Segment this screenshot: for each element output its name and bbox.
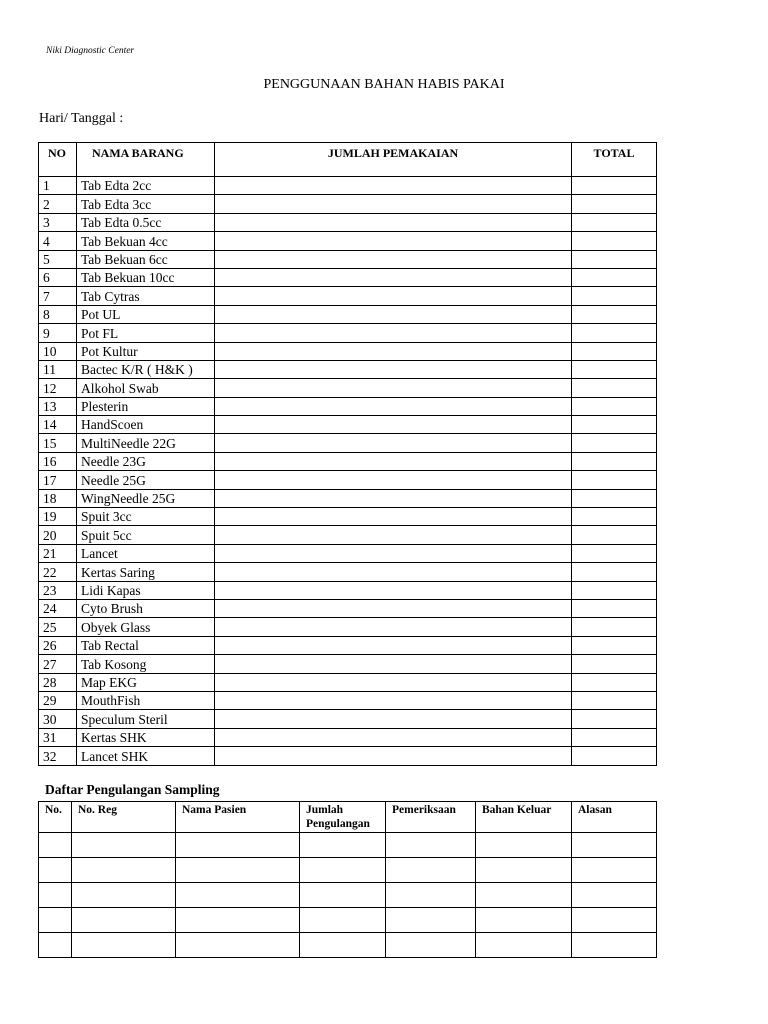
total-cell[interactable] — [572, 691, 657, 709]
usage-amount-cell[interactable] — [215, 452, 572, 470]
item-name: Pot Kultur — [77, 342, 215, 360]
item-name: Bactec K/R ( H&K ) — [77, 360, 215, 378]
table-row — [39, 324, 657, 342]
column-header-repeat-count: Jumlah Pengulangan — [300, 802, 386, 833]
materials-table-body — [39, 177, 657, 766]
usage-amount-cell[interactable] — [215, 508, 572, 526]
repeat-section-title: Daftar Pengulangan Sampling — [45, 782, 220, 797]
table-row — [39, 287, 657, 305]
table-row — [39, 379, 657, 397]
table-row — [39, 434, 657, 452]
total-cell[interactable] — [572, 177, 657, 195]
table-row — [39, 452, 657, 470]
total-cell[interactable] — [572, 397, 657, 415]
item-name: MultiNeedle 22G — [77, 434, 215, 452]
row-number: 31 — [39, 728, 77, 746]
row-number: 2 — [39, 195, 77, 213]
usage-amount-cell[interactable] — [215, 305, 572, 323]
center-name: Niki Diagnostic Center — [46, 46, 135, 56]
total-cell[interactable] — [572, 360, 657, 378]
total-cell[interactable] — [572, 636, 657, 654]
row-number: 19 — [39, 508, 77, 526]
table-row — [39, 858, 657, 883]
examination-cell[interactable] — [386, 883, 476, 908]
table-row — [39, 728, 657, 746]
total-cell[interactable] — [572, 489, 657, 507]
material-out-cell[interactable] — [476, 883, 572, 908]
usage-amount-cell[interactable] — [215, 747, 572, 765]
item-name: Cyto Brush — [77, 599, 215, 617]
item-name: WingNeedle 25G — [77, 489, 215, 507]
column-header-reg-no: No. Reg — [72, 802, 176, 833]
no-cell[interactable] — [39, 908, 72, 933]
reason-cell[interactable] — [572, 908, 657, 933]
item-name: Tab Rectal — [77, 636, 215, 654]
table-row — [39, 250, 657, 268]
usage-amount-cell[interactable] — [215, 416, 572, 434]
total-cell[interactable] — [572, 710, 657, 728]
table-row — [39, 195, 657, 213]
column-header-usage-amount: JUMLAH PEMAKAIAN — [215, 143, 572, 177]
material-out-cell[interactable] — [476, 833, 572, 858]
usage-amount-cell[interactable] — [215, 213, 572, 231]
usage-amount-cell[interactable] — [215, 636, 572, 654]
total-cell[interactable] — [572, 544, 657, 562]
item-name: HandScoen — [77, 416, 215, 434]
examination-cell[interactable] — [386, 833, 476, 858]
patient-name-cell[interactable] — [176, 883, 300, 908]
item-name: Lancet SHK — [77, 747, 215, 765]
table-row — [39, 563, 657, 581]
table-row — [39, 544, 657, 562]
item-name: Speculum Steril — [77, 710, 215, 728]
row-number: 3 — [39, 213, 77, 231]
usage-amount-cell[interactable] — [215, 232, 572, 250]
total-cell[interactable] — [572, 250, 657, 268]
item-name: Tab Kosong — [77, 655, 215, 673]
item-name: Map EKG — [77, 673, 215, 691]
repeat-count-cell[interactable] — [300, 833, 386, 858]
row-number: 18 — [39, 489, 77, 507]
row-number: 11 — [39, 360, 77, 378]
row-number: 4 — [39, 232, 77, 250]
reason-cell[interactable] — [572, 858, 657, 883]
item-name: Spuit 3cc — [77, 508, 215, 526]
examination-cell[interactable] — [386, 908, 476, 933]
repeat-sampling-table — [38, 801, 657, 958]
total-cell[interactable] — [572, 324, 657, 342]
total-cell[interactable] — [572, 581, 657, 599]
item-name: Kertas SHK — [77, 728, 215, 746]
table-row — [39, 655, 657, 673]
table-row — [39, 599, 657, 617]
repeat-table-body — [39, 833, 657, 958]
table-row — [39, 691, 657, 709]
table-row — [39, 508, 657, 526]
item-name: Lidi Kapas — [77, 581, 215, 599]
reg-no-cell[interactable] — [72, 908, 176, 933]
table-row — [39, 489, 657, 507]
row-number: 6 — [39, 268, 77, 286]
item-name: Pot FL — [77, 324, 215, 342]
total-cell[interactable] — [572, 526, 657, 544]
row-number: 23 — [39, 581, 77, 599]
column-header-total: TOTAL — [572, 143, 657, 177]
row-number: 14 — [39, 416, 77, 434]
row-number: 22 — [39, 563, 77, 581]
repeat-count-cell[interactable] — [300, 858, 386, 883]
usage-amount-cell[interactable] — [215, 581, 572, 599]
row-number: 8 — [39, 305, 77, 323]
table-row — [39, 908, 657, 933]
table-row — [39, 305, 657, 323]
reason-cell[interactable] — [572, 833, 657, 858]
no-cell[interactable] — [39, 933, 72, 958]
item-name: Lancet — [77, 544, 215, 562]
row-number: 17 — [39, 471, 77, 489]
row-number: 15 — [39, 434, 77, 452]
total-cell[interactable] — [572, 508, 657, 526]
usage-amount-cell[interactable] — [215, 471, 572, 489]
examination-cell[interactable] — [386, 858, 476, 883]
row-number: 25 — [39, 618, 77, 636]
total-cell[interactable] — [572, 673, 657, 691]
total-cell[interactable] — [572, 213, 657, 231]
row-number: 1 — [39, 177, 77, 195]
usage-amount-cell[interactable] — [215, 599, 572, 617]
patient-name-cell[interactable] — [176, 908, 300, 933]
table-row — [39, 416, 657, 434]
no-cell[interactable] — [39, 858, 72, 883]
total-cell[interactable] — [572, 563, 657, 581]
table-row — [39, 673, 657, 691]
patient-name-cell[interactable] — [176, 858, 300, 883]
column-header-patient-name: Nama Pasien — [176, 802, 300, 833]
item-name: Tab Cytras — [77, 287, 215, 305]
column-header-item-name: NAMA BARANG — [77, 143, 215, 177]
table-row — [39, 471, 657, 489]
total-cell[interactable] — [572, 342, 657, 360]
column-header-material-out: Bahan Keluar — [476, 802, 572, 833]
no-cell[interactable] — [39, 883, 72, 908]
total-cell[interactable] — [572, 599, 657, 617]
usage-amount-cell[interactable] — [215, 177, 572, 195]
table-row — [39, 710, 657, 728]
item-name: Tab Edta 2cc — [77, 177, 215, 195]
patient-name-cell[interactable] — [176, 933, 300, 958]
repeat-count-cell[interactable] — [300, 933, 386, 958]
reg-no-cell[interactable] — [72, 833, 176, 858]
total-cell[interactable] — [572, 655, 657, 673]
material-out-cell[interactable] — [476, 933, 572, 958]
materials-table-header — [39, 143, 657, 177]
table-row — [39, 213, 657, 231]
row-number: 10 — [39, 342, 77, 360]
item-name: Tab Edta 0.5cc — [77, 213, 215, 231]
column-header-reason: Alasan — [572, 802, 657, 833]
item-name: Spuit 5cc — [77, 526, 215, 544]
row-number: 13 — [39, 397, 77, 415]
table-row — [39, 232, 657, 250]
total-cell[interactable] — [572, 747, 657, 765]
total-cell[interactable] — [572, 287, 657, 305]
usage-amount-cell[interactable] — [215, 691, 572, 709]
item-name: MouthFish — [77, 691, 215, 709]
item-name: Plesterin — [77, 397, 215, 415]
total-cell[interactable] — [572, 618, 657, 636]
usage-amount-cell[interactable] — [215, 710, 572, 728]
column-header-examination: Pemeriksaan — [386, 802, 476, 833]
total-cell[interactable] — [572, 434, 657, 452]
item-name: Needle 25G — [77, 471, 215, 489]
table-row — [39, 636, 657, 654]
table-row — [39, 268, 657, 286]
table-row — [39, 360, 657, 378]
item-name: Needle 23G — [77, 452, 215, 470]
usage-amount-cell[interactable] — [215, 397, 572, 415]
usage-amount-cell[interactable] — [215, 489, 572, 507]
item-name: Alkohol Swab — [77, 379, 215, 397]
total-cell[interactable] — [572, 305, 657, 323]
item-name: Tab Bekuan 4cc — [77, 232, 215, 250]
row-number: 20 — [39, 526, 77, 544]
material-out-cell[interactable] — [476, 908, 572, 933]
usage-amount-cell[interactable] — [215, 526, 572, 544]
document-title: PENGGUNAAN BAHAN HABIS PAKAI — [263, 77, 505, 92]
usage-amount-cell[interactable] — [215, 673, 572, 691]
usage-amount-cell[interactable] — [215, 618, 572, 636]
usage-amount-cell[interactable] — [215, 195, 572, 213]
total-cell[interactable] — [572, 728, 657, 746]
usage-amount-cell[interactable] — [215, 360, 572, 378]
item-name: Kertas Saring — [77, 563, 215, 581]
table-row — [39, 833, 657, 858]
row-number: 24 — [39, 599, 77, 617]
row-number: 21 — [39, 544, 77, 562]
repeat-table-header — [39, 802, 657, 833]
total-cell[interactable] — [572, 232, 657, 250]
material-out-cell[interactable] — [476, 858, 572, 883]
usage-amount-cell[interactable] — [215, 563, 572, 581]
usage-amount-cell[interactable] — [215, 434, 572, 452]
table-row — [39, 397, 657, 415]
total-cell[interactable] — [572, 268, 657, 286]
item-name: Obyek Glass — [77, 618, 215, 636]
usage-amount-cell[interactable] — [215, 250, 572, 268]
repeat-count-cell[interactable] — [300, 883, 386, 908]
materials-table — [38, 142, 657, 766]
patient-name-cell[interactable] — [176, 833, 300, 858]
total-cell[interactable] — [572, 416, 657, 434]
column-header-no: NO — [39, 143, 77, 177]
row-number: 30 — [39, 710, 77, 728]
no-cell[interactable] — [39, 833, 72, 858]
total-cell[interactable] — [572, 471, 657, 489]
total-cell[interactable] — [572, 379, 657, 397]
table-row — [39, 342, 657, 360]
total-cell[interactable] — [572, 195, 657, 213]
item-name: Tab Edta 3cc — [77, 195, 215, 213]
row-number: 28 — [39, 673, 77, 691]
table-row — [39, 747, 657, 765]
usage-amount-cell[interactable] — [215, 379, 572, 397]
total-cell[interactable] — [572, 452, 657, 470]
repeat-count-cell[interactable] — [300, 908, 386, 933]
usage-amount-cell[interactable] — [215, 324, 572, 342]
usage-amount-cell[interactable] — [215, 544, 572, 562]
usage-amount-cell[interactable] — [215, 342, 572, 360]
row-number: 16 — [39, 452, 77, 470]
table-row — [39, 581, 657, 599]
table-row — [39, 933, 657, 958]
row-number: 5 — [39, 250, 77, 268]
table-row — [39, 526, 657, 544]
usage-amount-cell[interactable] — [215, 655, 572, 673]
table-row — [39, 177, 657, 195]
row-number: 32 — [39, 747, 77, 765]
row-number: 12 — [39, 379, 77, 397]
item-name: Tab Bekuan 10cc — [77, 268, 215, 286]
reg-no-cell[interactable] — [72, 933, 176, 958]
reg-no-cell[interactable] — [72, 883, 176, 908]
item-name: Tab Bekuan 6cc — [77, 250, 215, 268]
row-number: 7 — [39, 287, 77, 305]
item-name: Pot UL — [77, 305, 215, 323]
table-row — [39, 883, 657, 908]
table-row — [39, 618, 657, 636]
usage-amount-cell[interactable] — [215, 268, 572, 286]
row-number: 29 — [39, 691, 77, 709]
date-label: Hari/ Tanggal : — [39, 111, 124, 126]
reason-cell[interactable] — [572, 933, 657, 958]
examination-cell[interactable] — [386, 933, 476, 958]
row-number: 9 — [39, 324, 77, 342]
reg-no-cell[interactable] — [72, 858, 176, 883]
reason-cell[interactable] — [572, 883, 657, 908]
row-number: 27 — [39, 655, 77, 673]
usage-amount-cell[interactable] — [215, 728, 572, 746]
usage-amount-cell[interactable] — [215, 287, 572, 305]
row-number: 26 — [39, 636, 77, 654]
column-header-no: No. — [39, 802, 72, 833]
